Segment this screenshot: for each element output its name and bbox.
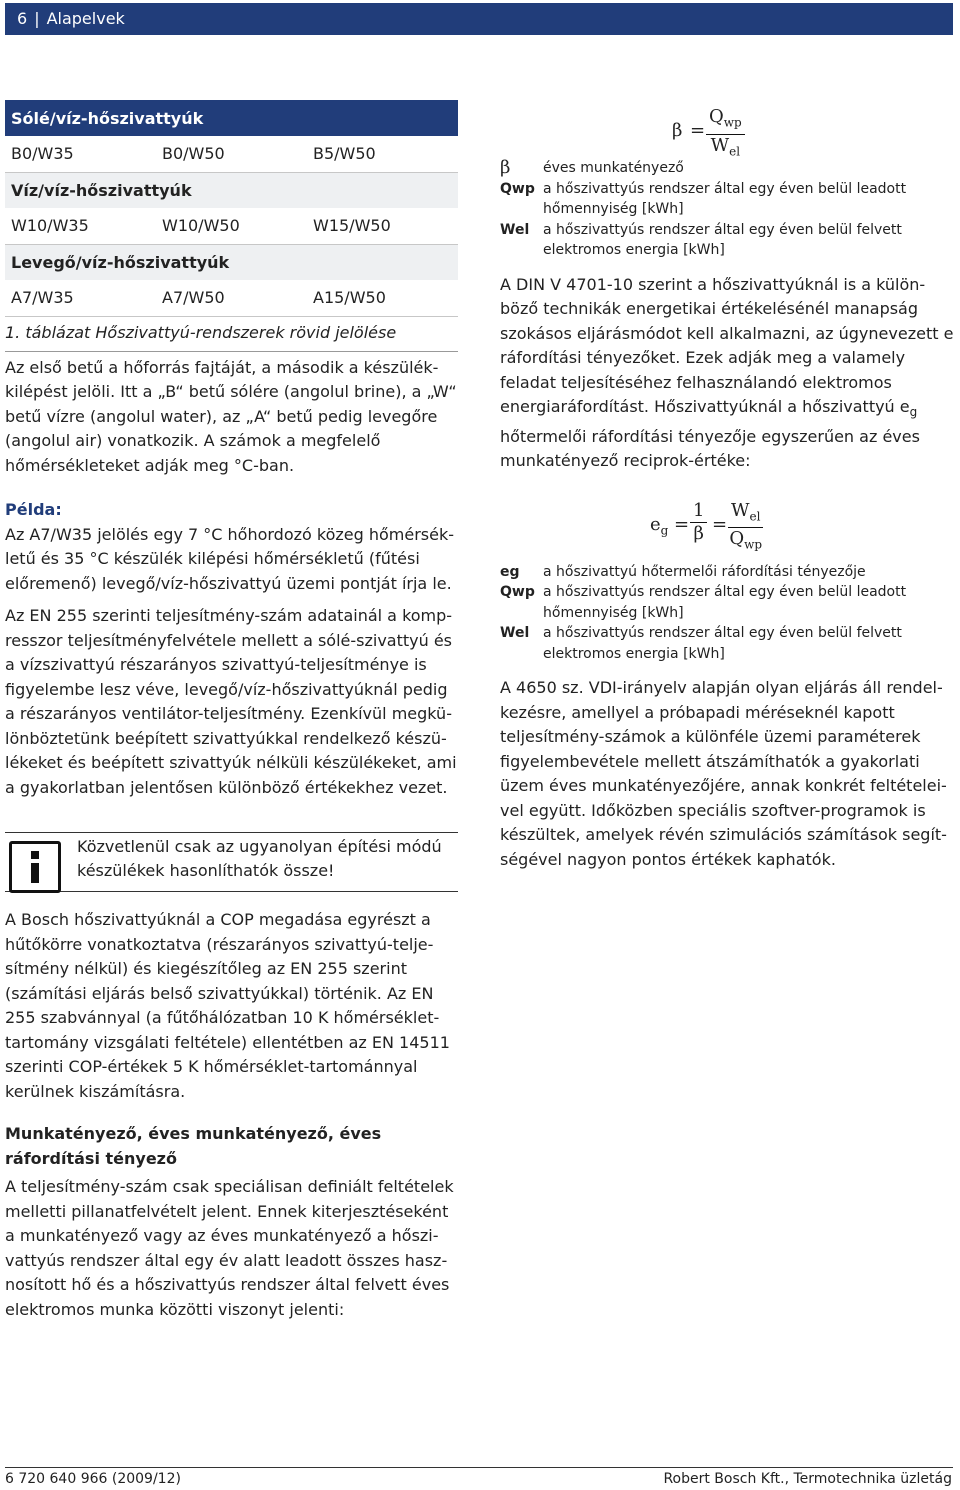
def-text: éves munkatényező: [543, 160, 684, 176]
paragraph-vdi: A 4650 sz. VDI-irányelv alapján olyan eljárás áll rendel-kezésre, amellyel a próbapadi méréseknél kapott teljesítmény-számok a különféle üzemi paraméterek figyelembevétele mellett átszámíthatók a gyakorlati üzem éves munkatényezőjére, annak konkrét feltételei-vel együtt. Időközben speciális szoftver-programok is készültek, amelyek révén szimulációs számítások segít-ségével nagyon pontos értékek kaphatók.: [500, 678, 947, 869]
footer-company: Robert Bosch Kft., Termotechnika üzletág: [663, 1471, 952, 1487]
definitions-1: [500, 158, 955, 261]
table-group-row: [5, 244, 458, 280]
definition-row: [500, 220, 955, 261]
definition-row: [500, 179, 955, 220]
formula-lhs: β: [672, 120, 683, 141]
info-text: Közvetlenül csak az ugyanolyan építési módú készülékek hasonlíthatók össze!: [77, 837, 442, 880]
def-text: a hőszivattyús rendszer által egy éven belül felvett elektromos energia [kWh]: [543, 625, 902, 662]
paragraph-din: [500, 273, 955, 474]
table-cell: W15/W50: [307, 208, 458, 244]
paragraph-work-factor: A teljesítmény-szám csak speciálisan definiált feltételek melletti pillanatfelvételt jelent. Ennek kiterjesztéseként a munkatényező vagy az éves munkatényező a hőszi-vattyús rendszer által egy év alatt leadott összes hasz-nosított hő és a hőszivattyús rendszer által felvett éves elektromos munka közötti viszonyt jelenti:: [5, 1177, 454, 1319]
def-symbol: β: [500, 157, 511, 178]
formula-num: Q: [709, 106, 724, 127]
formula2-fraction1: [690, 500, 707, 545]
formula-eq: =: [690, 120, 706, 141]
paragraph-cop: A Bosch hőszivattyúknál a COP megadása egyrészt a hűtőkörre vonatkoztatva (részarányos szivattyú-telje-sítmény nélkül) és kiegészítőleg az EN 255 szerint (számítási eljárás belső szivattyúkkal) történik. Az EN 255 szabvánnyal (a fűtőhálózatban 10 K hőmérséklet-tartomány vizsgálati feltétele) ellentétben az EN 14511 szerinti COP-értékek 5 K hőmérséklet-tartománnyal kerülnek kiszámításra.: [5, 910, 450, 1101]
def-text: a hőszivattyús rendszer által egy éven belül leadott hőmennyiség [kWh]: [543, 180, 907, 217]
header-separator: |: [34, 9, 40, 28]
def-symbol: Qwp: [500, 584, 535, 601]
din-text: A DIN V 4701-10 szerint a hőszivattyúknál is a külön-böző technikák energetikai értékelésénél manapság szokásos eljárásmódot kell alkalmazni, az úgynevezett e ráfordítási tényezőket. Ezek adják meg a valamely feladat teljesítéséhez felhasználandó elektromos energiaráfordítást. Hőszivattyúknál a hőszivattyú e: [500, 274, 954, 416]
page-number: 6: [17, 9, 28, 28]
section-heading: Munkatényező, éves munkatényező, éves ráfordítási tényező: [5, 1124, 382, 1168]
def-text: a hőszivattyús rendszer által egy éven belül leadott hőmennyiség [kWh]: [543, 584, 907, 621]
caption-divider: [5, 351, 458, 352]
def-text: a hőszivattyú hőtermelői ráfordítási tényezője: [543, 563, 866, 580]
left-column: [5, 100, 458, 1322]
formula-den-sub: el: [729, 144, 741, 159]
group-title: Levegő/víz-hőszivattyúk: [5, 244, 458, 280]
definition-row: [500, 562, 955, 583]
info-icon: [9, 841, 61, 893]
din-sub: g: [909, 405, 918, 420]
formula-den: W: [710, 134, 730, 156]
table-caption: 1. táblázat Hőszivattyú-rendszerek rövid jelölése: [5, 322, 397, 342]
table-row: [5, 208, 458, 244]
paragraph-notation: Az első betű a hőforrás fajtáját, a második a készülék-kilépést jelöli. Itt a „B“ betű sólére (angolul brine), a „W“ betű vízre (angolul water), az „A“ betű pedig levegőre (angolul air) vonatkozik. A számok a megfelelő hőmérsékleteket adják meg °C-ban.: [5, 357, 457, 475]
table-cell: B0/W50: [156, 136, 307, 172]
table-cell: A15/W50: [307, 280, 458, 316]
footer-doc-number: 6 720 640 966 (2009/12): [5, 1471, 181, 1487]
formula2-num1: 1: [690, 500, 707, 523]
heat-pump-table: [5, 100, 458, 317]
din-end: hőtermelői ráfordítási tényezője egyszerűen az éves munkatényező reciprok-értéke:: [500, 426, 920, 471]
formula-beta: [672, 100, 792, 158]
formula-num-sub: wp: [723, 115, 742, 130]
formula2-den1: β: [693, 522, 704, 544]
table-cell: B5/W50: [307, 136, 458, 172]
table-cell: W10/W50: [156, 208, 307, 244]
table-row: [5, 280, 458, 316]
paragraph-example: Az A7/W35 jelölés egy 7 °C hőhordozó közeg hőmérsék-letű és 35 °C készülék kilépési hőmérsékletű (fűtési előremenő) levegő/víz-hőszivattyú üzemi pontját írja le.: [5, 524, 455, 593]
def-symbol: Wel: [500, 625, 530, 642]
table-group-row: [5, 172, 458, 208]
group-title: Sólé/víz-hőszivattyúk: [5, 100, 458, 136]
group-title: Víz/víz-hőszivattyúk: [5, 172, 458, 208]
definitions-2: [500, 562, 955, 665]
table-cell: B0/W35: [5, 136, 156, 172]
info-note: [5, 832, 458, 892]
def-symbol: Qwp: [500, 180, 535, 197]
example-label: Példa:: [5, 500, 62, 519]
table-row: [5, 136, 458, 172]
right-column: [500, 100, 955, 872]
def-symbol: eg: [500, 563, 520, 580]
section-title: Alapelvek: [46, 9, 125, 28]
table-cell: A7/W50: [156, 280, 307, 316]
formula2-eq1: =: [674, 513, 690, 535]
definition-row: [500, 582, 955, 623]
definition-row: [500, 623, 955, 664]
formula2-lhs: $e_g$: [650, 513, 669, 538]
table-group-row: [5, 100, 458, 136]
page-header: [5, 3, 953, 35]
formula-fraction: [706, 106, 745, 162]
footer-divider: [5, 1467, 953, 1468]
formula-eg: [650, 500, 820, 562]
def-symbol: Wel: [500, 221, 530, 238]
formula2-eq2: =: [712, 513, 728, 535]
paragraph-en255: Az EN 255 szerinti teljesítmény-szám adatainál a komp-resszor teljesítményfelvétele mellett a sólé-szivattyú és a vízszivattyú részarányos szivattyú-teljesítménye is figyelembe lesz véve, levegő/víz-hőszivattyúknál pedig a részarányos ventilátor-teljesítmény. Ezenkívül megkü-lönböztetünk beépített szivattyúkkal rendelkező készü-lékeket és beépített szivattyúk nélküli készülékeket, ami a gyakorlatban jelentősen különböző értékekhez vezet.: [5, 606, 457, 797]
def-text: a hőszivattyús rendszer által egy éven belül felvett elektromos energia [kWh]: [543, 221, 902, 258]
table-cell: A7/W35: [5, 280, 156, 316]
table-cell: W10/W35: [5, 208, 156, 244]
formula2-fraction2: $W_{el}$ $Q_{wp}$: [729, 499, 763, 552]
